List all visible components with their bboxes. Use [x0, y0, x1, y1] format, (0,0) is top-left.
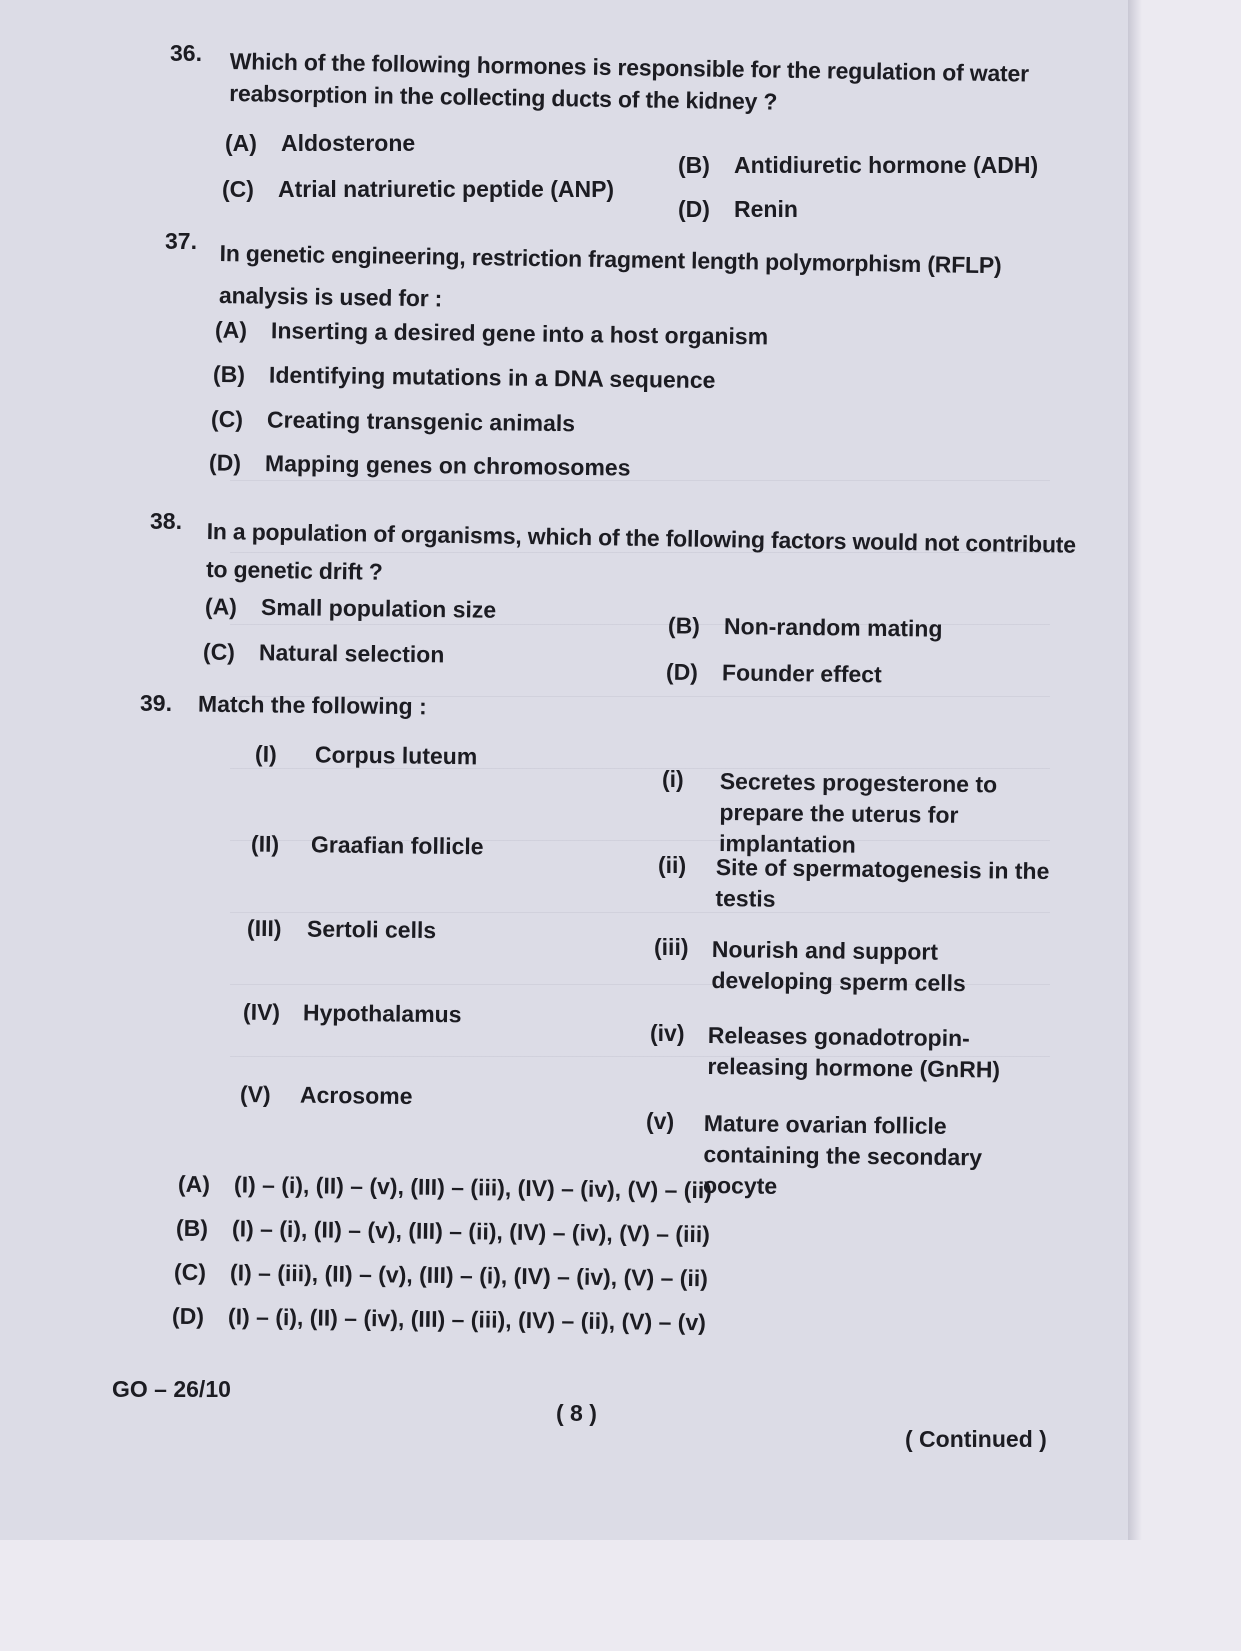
option-text: Natural selection [258, 639, 445, 668]
option-text: Atrial natriuretic peptide (ANP) [278, 176, 615, 202]
question-36-option-b [678, 152, 1038, 179]
match-left-text: Graafian follicle [310, 831, 484, 860]
question-36-number: 36. [170, 40, 202, 66]
option-label: (D) [678, 196, 710, 222]
question-37-text: In genetic engineering, restriction fragment length polymorphism (RFLP) analysis is used for : [218, 239, 1002, 312]
option-text: Renin [734, 196, 798, 222]
question-38-number: 38. [150, 508, 182, 534]
question-36-option-d [678, 196, 798, 223]
match-right-label-1: (i) [662, 766, 684, 792]
option-text: Founder effect [721, 659, 882, 688]
match-right-label-4: (iv) [650, 1020, 685, 1046]
question-36-text: Which of the following hormones is responsible for the regulation of water reabsorption in the collecting ducts of the kidney ? [229, 47, 1030, 115]
option-label: (C) [202, 638, 236, 665]
match-right-text-2: Site of spermatogenesis in the testis [715, 853, 1050, 912]
question-38-option-d [666, 659, 882, 689]
match-right-text-3: Nourish and support developing sperm cells [711, 935, 966, 997]
question-37-option-d [209, 449, 631, 481]
option-label: (C) [222, 176, 254, 202]
option-label: (C) [173, 1258, 207, 1286]
match-left-item-2 [251, 831, 484, 861]
option-text: (I) – (iii), (II) – (v), (III) – (i), (IV) – (iv), (V) – (ii) [229, 1259, 709, 1292]
question-36-option-a [225, 130, 415, 157]
continued-label: ( Continued ) [905, 1426, 1047, 1452]
match-right-text-4: Releases gonadotropin-releasing hormone (GnRH) [707, 1021, 1001, 1083]
option-text: Mapping genes on chromosomes [264, 450, 631, 481]
option-label: (B) [212, 360, 246, 388]
option-text: Creating transgenic animals [266, 406, 576, 437]
question-37-option-c [211, 406, 575, 437]
match-left-label: (I) [254, 740, 277, 767]
option-label: (B) [175, 1214, 209, 1242]
question-38-option-a [205, 593, 496, 624]
match-left-label: (V) [239, 1080, 271, 1108]
option-label: (C) [210, 405, 244, 433]
match-left-text: Sertoli cells [306, 915, 437, 944]
booklet-code: GO – 26/10 [112, 1376, 231, 1402]
match-left-label: (II) [250, 830, 280, 857]
question-38-option-b [668, 612, 943, 642]
option-label: (A) [225, 130, 257, 156]
option-label: (D) [171, 1302, 205, 1330]
match-right-label-5: (v) [646, 1108, 675, 1134]
question-39-number: 39. [140, 690, 172, 716]
option-label: (A) [204, 593, 238, 620]
option-text: (I) – (i), (II) – (v), (III) – (ii), (IV) – (iv), (V) – (iii) [231, 1215, 711, 1248]
match-right-text-1: Secretes progesterone to prepare the uterus for implantation [718, 767, 998, 858]
sheet-edge-shadow [1128, 0, 1142, 1540]
option-label: (A) [214, 316, 248, 344]
match-left-text: Corpus luteum [314, 741, 478, 770]
option-text: (I) – (i), (II) – (iv), (III) – (iii), (IV) – (ii), (V) – (v) [227, 1303, 707, 1336]
option-label: (B) [667, 612, 701, 639]
question-37-number: 37. [165, 228, 197, 254]
option-label: (A) [177, 1170, 211, 1198]
match-right-text-5: Mature ovarian follicle containing the secondary oocyte [702, 1109, 983, 1199]
option-text: Inserting a desired gene into a host organism [270, 317, 769, 350]
option-text: Aldosterone [281, 130, 416, 156]
option-text: (I) – (i), (II) – (v), (III) – (iii), (IV) – (iv), (V) – (ii) [233, 1171, 713, 1204]
option-text: Identifying mutations in a DNA sequence [268, 361, 716, 394]
match-left-item-3 [247, 915, 436, 944]
match-right-label-2: (ii) [658, 852, 687, 878]
question-36-option-c [222, 176, 614, 203]
page-number: ( 8 ) [556, 1400, 597, 1426]
match-left-item-1 [255, 741, 478, 771]
match-left-item-4 [243, 999, 462, 1029]
option-label: (D) [208, 449, 242, 476]
match-left-text: Hypothalamus [302, 999, 462, 1028]
option-text: Small population size [260, 593, 497, 623]
option-text: Non-random mating [723, 613, 943, 642]
match-left-item-5 [240, 1081, 413, 1110]
question-39-text: Match the following : [197, 690, 427, 720]
match-left-label: (IV) [242, 998, 281, 1026]
question-38-option-c [203, 639, 445, 669]
match-left-label: (III) [246, 914, 282, 942]
option-label: (D) [665, 658, 699, 686]
question-38-text: In a population of organisms, which of the following factors would not contribute to genetic drift ? [205, 517, 1077, 585]
option-text: Antidiuretic hormone (ADH) [734, 152, 1039, 178]
match-left-text: Acrosome [299, 1081, 413, 1110]
option-label: (B) [678, 152, 710, 178]
match-right-label-3: (iii) [654, 934, 689, 960]
